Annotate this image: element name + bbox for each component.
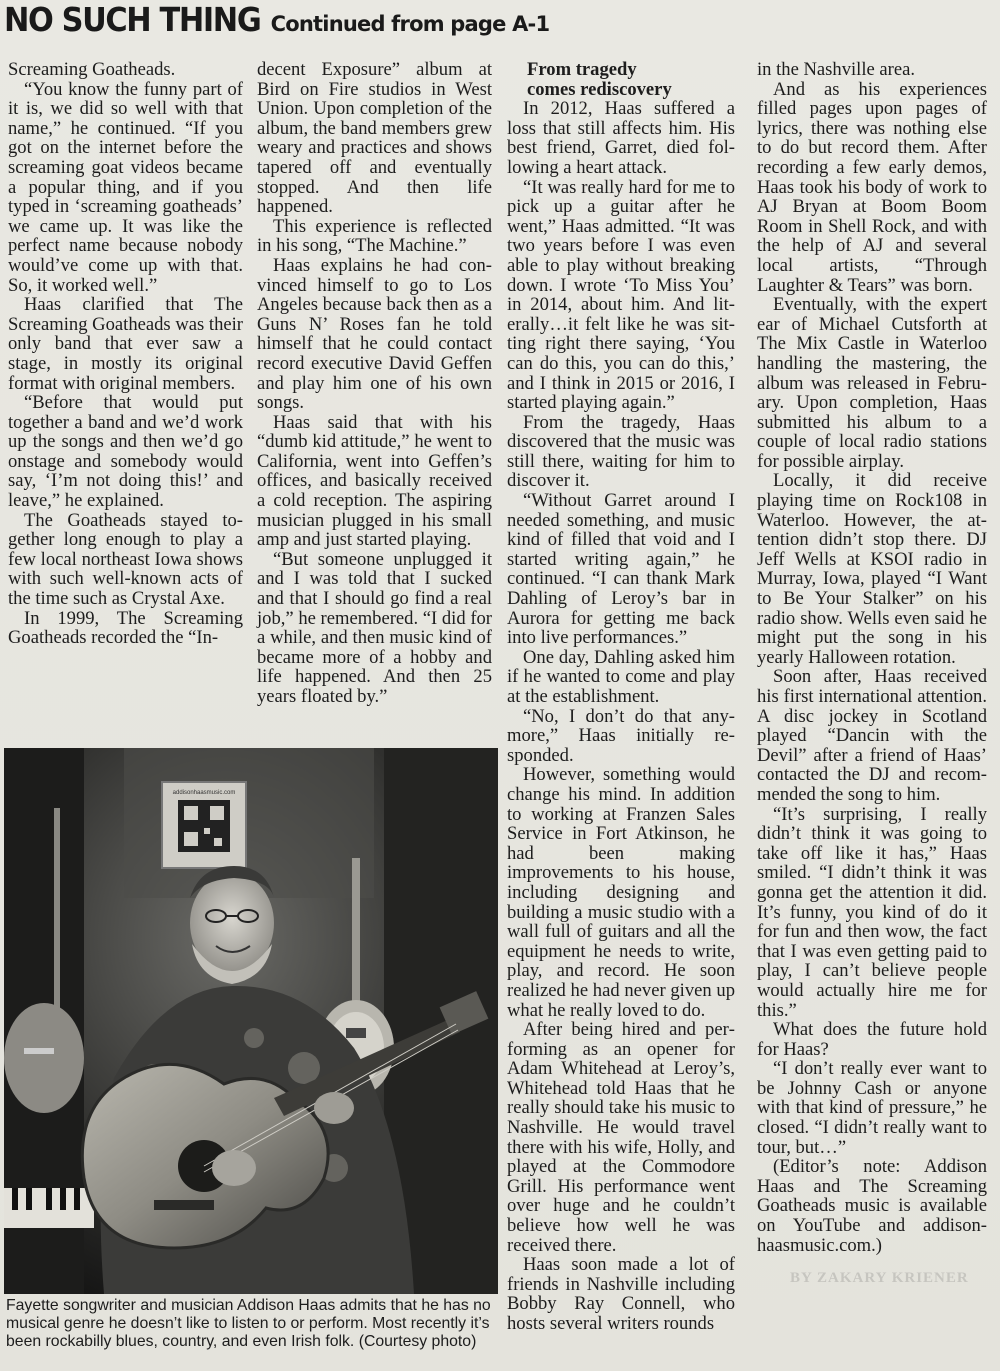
article-photo: [4, 748, 498, 1294]
qr-code-sign: [162, 782, 246, 868]
article-paragraph: “But someone unplugged it and I was told that I sucked and that I should go find a real job,” he remembered. “I did for a while, and then music kind of became more of a hobby and life happened. And then 25 years floated by.”: [257, 548, 492, 707]
subhead-line: From tragedy: [527, 59, 637, 80]
article-paragraph: From the tragedy, Haas discovered that the music was still there, waiting for him to discover it.: [507, 411, 735, 492]
article-paragraph: What does the future hold for Haas?: [757, 1019, 987, 1060]
article-paragraph: Eventually, with the expert ear of Michael Cutsforth at The Mix Castle in Waterloo handling the mastering, the album was released in February. Upon completion, Haas submitted his album to a couple of local radio stations for possible airplay.: [757, 294, 987, 472]
hand-left: [314, 1092, 354, 1124]
bleed-through-byline: BY ZAKARY KRIENER: [790, 1270, 969, 1286]
musician-photo-illustration: [4, 748, 498, 1294]
article-paragraph: Soon after, Haas received his first international attention. A disc jockey in Scotland played “Dancin with the Devil” after a friend of Haas’ contacted the DJ and recommended the song to him.: [757, 666, 987, 805]
article-column-1: [8, 60, 243, 740]
article-paragraph: One day, Dahling asked him if he wanted to come and play at the establishment.: [507, 646, 735, 707]
article-paragraph: “Without Garret around I needed something, and music kind of filled that void and I started writing again,” he continued. “I can thank Mark Dahling of Leroy’s bar in Aurora for getting me back into live performances.”: [507, 490, 735, 649]
article-paragraph: (Editor’s note: Addison Haas and The Screaming Goatheads music is available on YouTube and addisonhaasmusic.com.): [757, 1156, 987, 1256]
article-paragraph: Screaming Goatheads.: [8, 59, 176, 80]
qr-sign-text: addisonhaasmusic.com: [172, 790, 236, 796]
column-3-body: [507, 99, 735, 1333]
photo-caption: Fayette songwriter and musician Addison Haas admits that he has no musical genre he doesn’t like to listen to or perform. Most recently it’s been rockabilly blues, country, and even Irish folk. (Courtesy photo): [6, 1297, 491, 1350]
article-paragraph: “You know the funny part of it is, we did so well with that name,” he continued. “If you got on the internet before the screaming goat videos became a popular thing, and if you typed in ‘screaming goatheads’ we came up. It was like the perfect name because nobody would’ve come up with that. So, it worked well.”: [8, 78, 243, 296]
article-paragraph: “It was really hard for me to pick up a guitar after he went,” Haas admitted. “It was two years before I was even able to play without breaking down. I wrote ‘To Miss You’ in 2014, about him. And literally…it felt like he was sitting right there saying, ‘You can do this, you can do this,’ and I think in 2015 or 2016, I started playing again.”: [507, 176, 735, 414]
article-paragraph: However, something would change his mind. In addition to working at Franzen Sales Service in Fort Atkinson, he had been making improvements to his house, including designing and building a music studio with a wall full of guitars and all the equipment he needs to write, play, and record. He soon realized he had never given up what he really loved to do.: [507, 764, 735, 1021]
article-paragraph: In 2012, Haas suffered a loss that still affects him. His best friend, Garret, died following a heart attack.: [507, 98, 735, 178]
article-paragraph: Haas explains he had convinced himself to go to Los Angeles because back then as a Guns N’ Roses fan he told himself that he could contact record executive David Geffen and play him one of his own songs.: [257, 254, 492, 414]
article-paragraph: “I don’t really ever want to be Johnny Cash or anyone with that kind of pressure,” he closed. “I didn’t really want to tour, but…”: [757, 1058, 987, 1158]
article-paragraph: Haas clarified that The Screaming Goatheads was their only band that ever saw a stage, in mostly its original format with original members.: [8, 294, 243, 394]
article-paragraph: This experience is reflected in his song, “The Machine.”: [257, 215, 492, 257]
article-paragraph: After being hired and performing as an opener for Adam Whitehead at Leroy’s, Whitehead told Haas that he really should take his music to Nashville. He would travel there with his wife, Holly, and played at the Commodore Grill. His performance went over huge and he couldn’t believe how well he was received there.: [507, 1019, 735, 1256]
musician-head: [190, 866, 274, 984]
article-paragraph: decent Exposure” album at Bird on Fire studios in West Union. Upon completion of the album, the band members grew weary and practices and shows tapered off and eventually stopped. And then life happened.: [257, 59, 492, 218]
article-paragraph: “Before that would put together a band and we’d work up the songs and then we’d go onstage and somebody would say, ‘I’m not doing this!’ and leave,” he explained.: [8, 392, 243, 512]
article-paragraph: Locally, it did receive playing time on Rock108 in Waterloo. However, the attention didn’t stop there. DJ Jeff Wells at KSOI radio in Murray, Iowa, played “I Want to Be Your Stalker” on his radio show. Wells even said he might put the song in his yearly Halloween rotation.: [757, 470, 987, 668]
article-paragraph: The Goatheads stayed together long enough to play a few local northeast Iowa shows with such well-known acts of the time such as Crystal Axe.: [8, 509, 243, 610]
article-column-2: [257, 60, 492, 740]
article-paragraph: in the Nashville area.: [757, 59, 915, 80]
piano-keyboard: [4, 1188, 94, 1228]
headline: [4, 0, 549, 50]
article-paragraph: And as his experiences filled pages upon pages of lyrics, there was nothing else to do but record them. After recording a few early demos, Haas took his body of work to AJ Bryan at Boom Boom Room in Shell Rock, and with the help of AJ and several local artists, “Through Laughter & Tears” was born.: [757, 78, 987, 296]
article-paragraph: In 1999, The Screaming Goatheads recorded the “In-: [8, 607, 243, 649]
hand-right: [212, 1150, 256, 1186]
article-paragraph: “It’s surprising, I really didn’t think it was going to take off like it has,” Haas smiled. “I didn’t think it was gonna get the attention it did. It’s funny, you kind of do it for fun and then wow, the fact that I was even getting paid to play, I can’t believe people would actually hire me for this.”: [757, 803, 987, 1021]
article-paragraph: “No, I don’t do that anymore,” Haas initially responded.: [507, 705, 735, 766]
section-subhead: [507, 60, 735, 99]
continued-from-label: Continued from page A-1: [270, 12, 550, 36]
subhead-line: comes rediscovery: [527, 78, 672, 100]
article-paragraph: Haas soon made a lot of friends in Nashville including Bobby Ray Connell, who hosts several writers rounds: [507, 1254, 735, 1334]
headline-kicker: NO SUCH THING: [4, 0, 261, 39]
article-column-4: [757, 60, 987, 1280]
article-paragraph: Haas said that with his “dumb kid attitude,” he went to California, went into Geffen’s offices, and basically received a cold reception. The aspiring musician plugged in his small amp and just started playing.: [257, 411, 492, 551]
article-column-3: [507, 60, 735, 1370]
